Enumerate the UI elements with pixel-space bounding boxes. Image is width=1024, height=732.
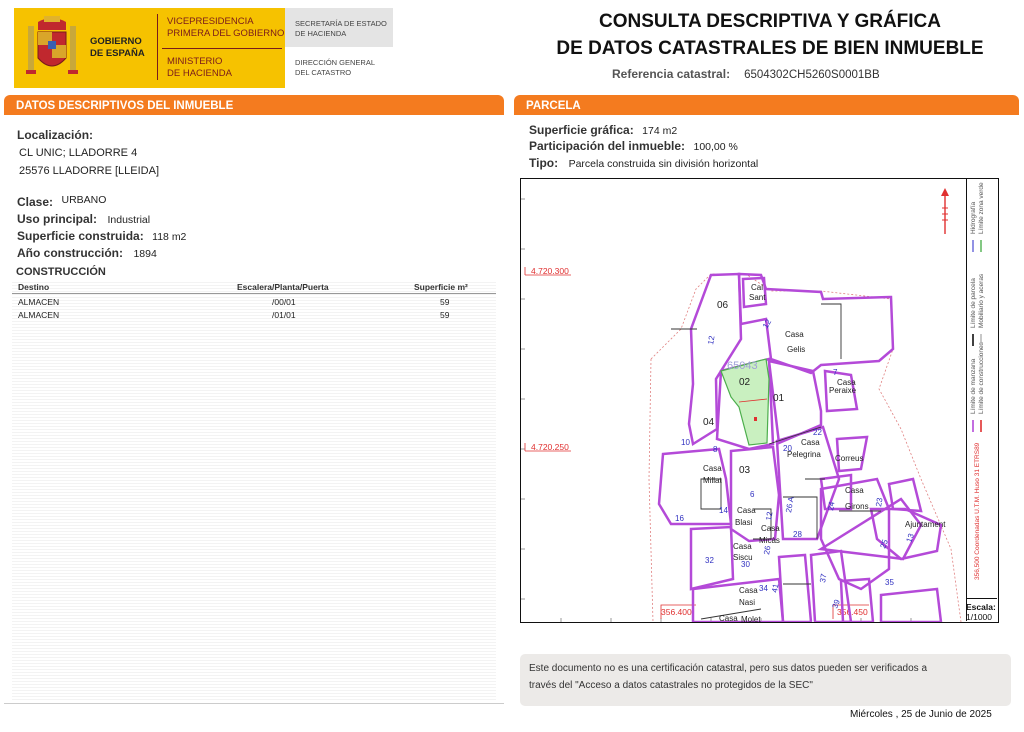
uso-row: Uso principal: Industrial — [17, 212, 151, 226]
svg-text:Casa: Casa — [703, 464, 722, 473]
svg-text:Ajuntament: Ajuntament — [905, 520, 946, 529]
svg-text:Siscu: Siscu — [733, 553, 753, 562]
cadastral-map[interactable] — [520, 178, 999, 623]
coord-y1: 4.720.300 — [531, 266, 569, 276]
table-header-superficie: Superficie m² — [414, 282, 468, 292]
svg-text:41: 41 — [770, 583, 781, 594]
construccion-table-bg — [12, 282, 496, 700]
map-legend — [966, 178, 997, 621]
direccion-general-text: DIRECCIÓN GENERAL DEL CATASTRO — [295, 58, 376, 77]
svg-text:Límite de manzana: Límite de manzana — [970, 358, 977, 414]
north-arrow-icon — [940, 188, 950, 238]
disclaimer-note: Este documento no es una certificación catastral, pero sus datos pueden ser verificados a través del "Acceso a datos catastrales no protegidos de la SEC" — [520, 654, 1011, 706]
ministerio-text: MINISTERIO DE HACIENDA — [167, 56, 232, 79]
svg-text:Casa: Casa — [719, 614, 738, 622]
svg-text:Casa: Casa — [785, 330, 804, 339]
header-divider — [157, 14, 158, 80]
svg-text:35: 35 — [885, 578, 894, 587]
vicepresidencia-text: VICEPRESIDENCIA PRIMERA DEL GOBIERNO — [167, 16, 285, 39]
page-title: CONSULTA DESCRIPTIVA Y GRÁFICA DE DATOS CATASTRALES DE BIEN INMUEBLE — [556, 11, 984, 59]
svg-text:26 A: 26 A — [784, 496, 796, 514]
svg-text:7: 7 — [833, 368, 838, 377]
svg-text:37: 37 — [818, 573, 829, 584]
svg-text:30: 30 — [741, 560, 750, 569]
svg-text:Pelegrina: Pelegrina — [787, 450, 821, 459]
table-header-escalera: Escalera/Planta/Puerta — [237, 282, 329, 292]
section-parcela: PARCELA — [514, 95, 1019, 115]
svg-text:Hidrografía: Hidrografía — [970, 201, 977, 234]
svg-text:01: 01 — [773, 393, 785, 404]
svg-text:Casa: Casa — [739, 586, 758, 595]
coat-of-arms-icon — [24, 14, 80, 80]
legend-svg — [967, 178, 997, 598]
superficie-row: Superficie construida: 118 m2 — [17, 229, 187, 243]
svg-text:22: 22 — [813, 428, 822, 437]
svg-text:Micàs: Micàs — [759, 536, 780, 545]
svg-text:34: 34 — [759, 584, 768, 593]
svg-text:Límite de construcciones: Límite de construcciones — [978, 342, 985, 414]
svg-text:8: 8 — [713, 445, 718, 454]
svg-text:Casa: Casa — [733, 542, 752, 551]
svg-text:06: 06 — [717, 300, 729, 311]
svg-text:Límite de parcela: Límite de parcela — [970, 278, 977, 328]
svg-text:16: 16 — [675, 514, 684, 523]
svg-text:Girons: Girons — [845, 502, 869, 511]
svg-text:Nasi: Nasi — [739, 598, 756, 607]
parcel-id: 65043 — [727, 360, 758, 372]
participacion-row: Participación del inmueble: 100,00 % — [529, 139, 738, 153]
svg-text:Casa: Casa — [845, 486, 864, 495]
anio-row: Año construcción: 1894 — [17, 246, 157, 260]
header-divider-h — [162, 48, 282, 49]
svg-text:Límite zona verde: Límite zona verde — [978, 182, 985, 234]
construccion-title: CONSTRUCCIÓN — [16, 266, 106, 278]
coord-x2: 356.450 — [837, 607, 868, 617]
referencia-catastral: Referencia catastral: 6504302CH5260S0001BB — [612, 67, 880, 81]
svg-text:Sant: Sant — [749, 293, 766, 302]
svg-text:23: 23 — [874, 497, 885, 508]
referencia-value[interactable]: 6504302CH5260S0001BB — [744, 69, 880, 81]
escala: Escala: 1/1000 — [966, 602, 996, 622]
localizacion-label: Localización: — [17, 128, 94, 142]
svg-text:02: 02 — [739, 377, 751, 388]
localizacion-line1: CL UNIC; LLADORRE 4 — [19, 147, 138, 159]
escala-rule — [966, 598, 997, 599]
map-svg — [521, 179, 998, 622]
svg-text:39: 39 — [830, 598, 842, 610]
svg-text:04: 04 — [703, 417, 715, 428]
svg-text:03: 03 — [739, 465, 751, 476]
table-header-rule — [12, 293, 496, 294]
section-datos-descriptivos: DATOS DESCRIPTIVOS DEL INMUEBLE — [4, 95, 504, 115]
svg-text:Casa: Casa — [837, 378, 856, 387]
svg-text:20: 20 — [783, 444, 792, 453]
date-text: Miércoles , 25 de Junio de 2025 — [850, 709, 992, 720]
svg-text:26: 26 — [762, 545, 773, 556]
svg-text:Casa: Casa — [801, 438, 820, 447]
svg-text:12: 12 — [706, 335, 717, 346]
svg-text:Peraixe: Peraixe — [829, 386, 857, 395]
svg-text:Correus: Correus — [835, 454, 864, 463]
utm-note: 356,500 Coordenadas U.T.M. Huso 31 ETRS89 — [974, 442, 981, 580]
svg-text:14: 14 — [719, 506, 728, 515]
svg-text:Millat: Millat — [703, 476, 722, 485]
table-header-destino: Destino — [18, 282, 50, 292]
svg-text:12: 12 — [764, 511, 775, 522]
svg-text:28: 28 — [793, 530, 802, 539]
secretaria-text: SECRETARÍA DE ESTADO DE HACIENDA — [295, 19, 387, 38]
svg-text:Molet: Molet — [741, 615, 761, 622]
svg-text:Casa: Casa — [737, 506, 756, 515]
svg-text:12: 12 — [760, 317, 774, 330]
svg-text:Casa: Casa — [761, 524, 780, 533]
coord-y2: 4.720.250 — [531, 442, 569, 452]
manzanas — [659, 274, 941, 622]
svg-text:Gelis: Gelis — [787, 345, 806, 354]
svg-text:13: 13 — [904, 532, 916, 544]
map-labels — [703, 283, 946, 622]
svg-text:24: 24 — [826, 501, 837, 512]
tipo-row: Tipo: Parcela construida sin división horizontal — [529, 156, 759, 170]
superficie-grafica-row: Superficie gráfica: 174 m2 — [529, 123, 678, 137]
svg-text:Blasi: Blasi — [735, 518, 753, 527]
svg-text:6: 6 — [750, 490, 755, 499]
svg-text:Mobiliario y aceras: Mobiliario y aceras — [978, 273, 985, 328]
svg-text:10: 10 — [681, 438, 690, 447]
svg-text:Cal: Cal — [751, 283, 764, 292]
gobierno-espana-text: GOBIERNO DE ESPAÑA — [90, 36, 145, 59]
coord-x1: 356.400 — [661, 607, 692, 617]
clase-row: Clase: URBANO — [17, 194, 107, 209]
svg-text:25: 25 — [878, 538, 890, 550]
svg-text:32: 32 — [705, 556, 714, 565]
localizacion-line2: 25576 LLADORRE [LLEIDA] — [19, 165, 160, 177]
